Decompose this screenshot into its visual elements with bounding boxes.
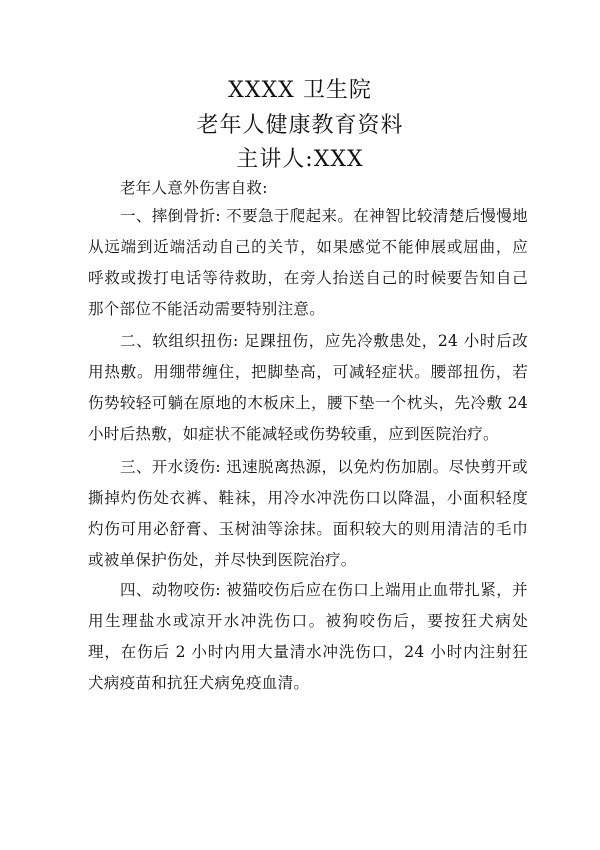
speaker-line: 主讲人:XXX xyxy=(236,147,364,172)
paragraph-fall-fracture: 一、摔倒骨折: 不要急于爬起来。在神智比较清楚后慢慢地从远端到近端活动自己的关节，如果感觉不能伸展或屈曲，应呼救或拨打电话等待救助，在旁人抬送自己的时候要告知自己那个部位不能活动需要特别注意。 xyxy=(88,207,528,318)
paragraph-animal-bite: 四、动物咬伤: 被猫咬伤后应在伤口上端用止血带扎紧，并用生理盐水或凉开水冲洗伤口。被狗咬伤后，要按狂犬病处理，在伤后 2 小时内用大量清水冲洗伤口，24 小时内注射狂犬病疫苗和抗狂犬病免疫血清。 xyxy=(88,581,528,692)
paragraph-scald-burn: 三、开水烫伤: 迅速脱离热源，以免灼伤加剧。尽快剪开或撕掉灼伤处衣裤、鞋袜，用冷水冲洗伤口以降温，小面积轻度灼伤可用必舒膏、玉树油等涂抹。面积较大的则用清洁的毛巾或被单保护伤处，并尽快到医院治疗。 xyxy=(88,458,528,569)
paragraph-soft-tissue-sprain: 二、软组织扭伤: 足踝扭伤，应先冷敷患处，24 小时后改用热敷。用绷带缠住，把脚垫高，可减轻症状。腰部扭伤，若伤势较轻可躺在原地的木板床上，腰下垫一个枕头，先冷敷 24 小时后热敷，如症状不能减轻或伤势较重，应到医院治疗。 xyxy=(88,332,528,443)
document-title: 老年人健康教育资料 xyxy=(196,113,404,138)
hospital-name: XXXX 卫生院 xyxy=(228,78,372,103)
section-intro: 老年人意外伤害自救: xyxy=(120,179,268,197)
